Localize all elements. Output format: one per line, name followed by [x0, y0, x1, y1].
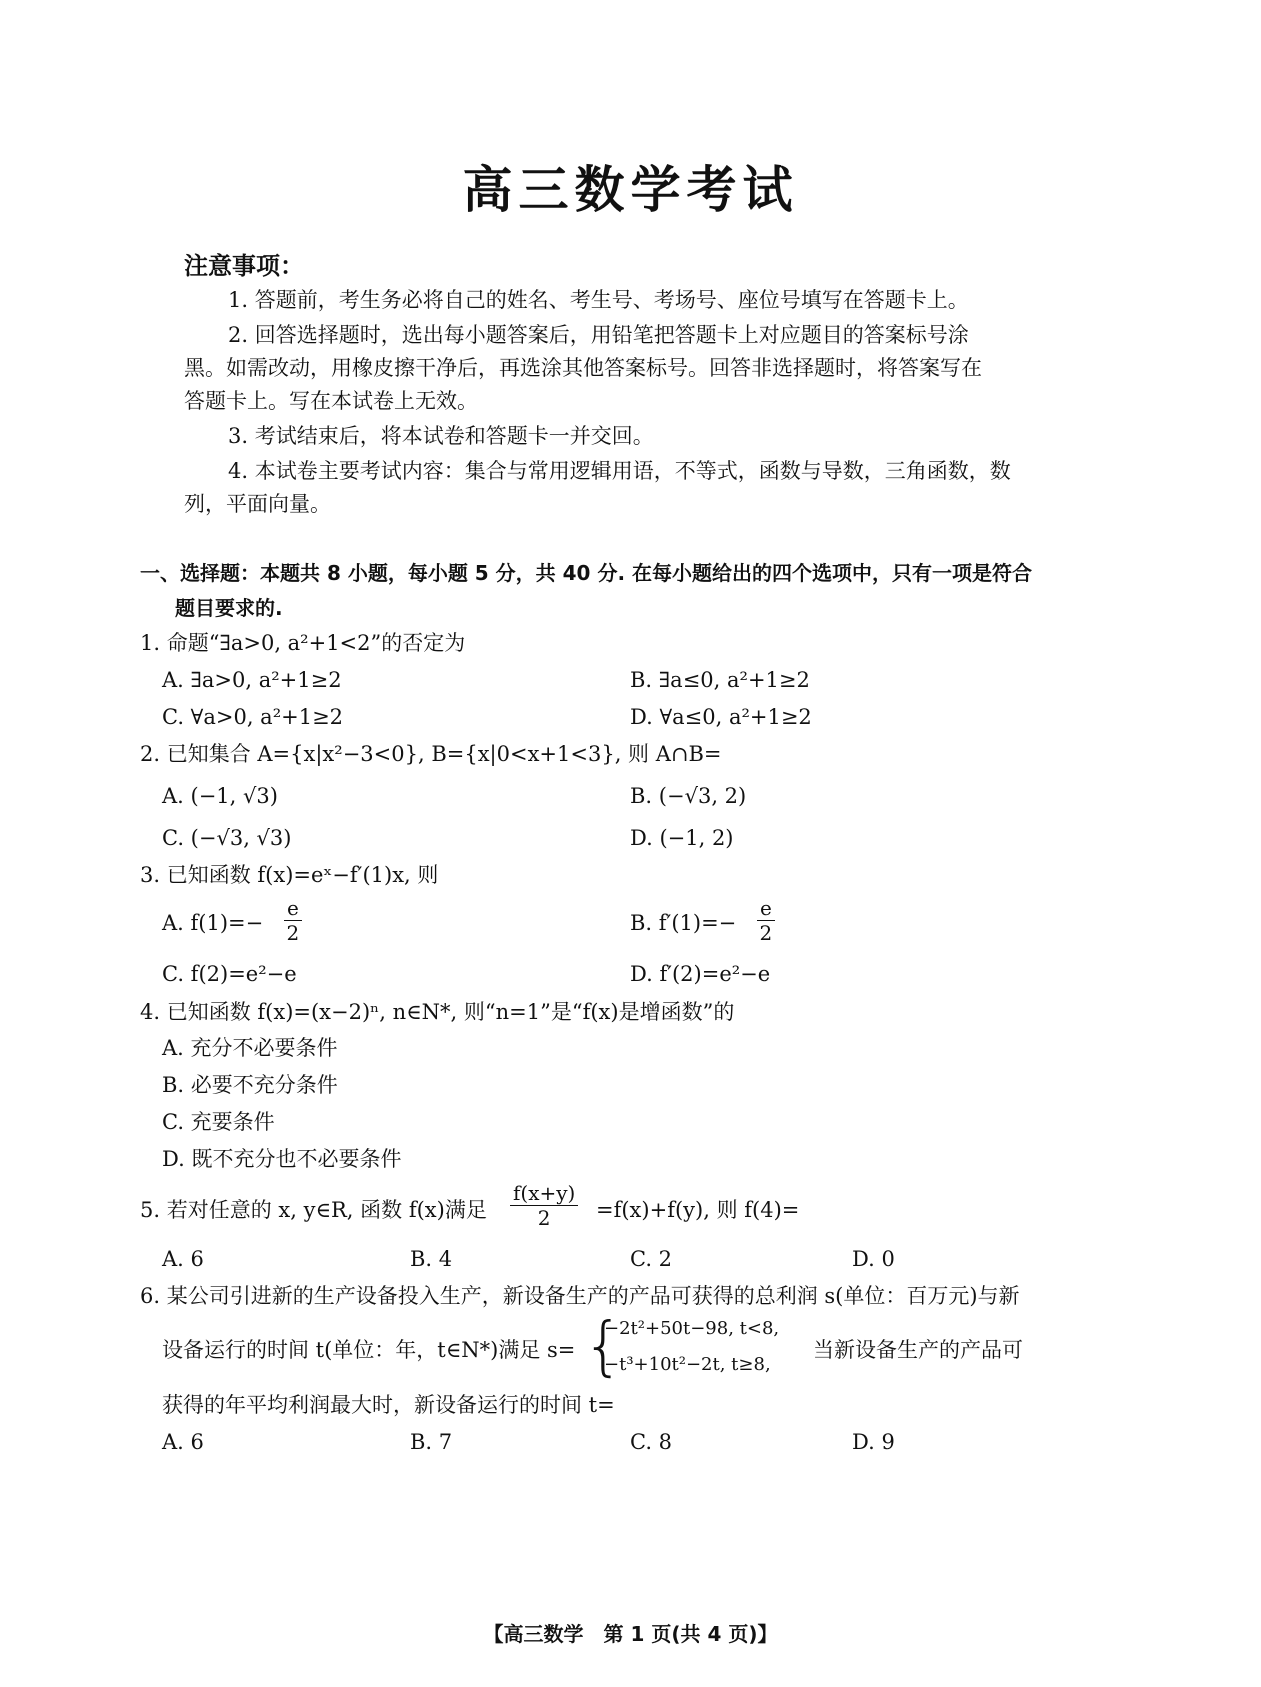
- q6-stem-line2: 设备运行的时间 t(单位：年，t∈N*)满足 s=: [162, 1338, 576, 1362]
- q2-stem: 2. 已知集合 A={x|x²−3<0}, B={x|0<x+1<3}, 则 A∩B=: [140, 742, 722, 766]
- notice-item-4: 4. 本试卷主要考试内容：集合与常用逻辑用语，不等式，函数与导数，三角函数，数: [228, 459, 1011, 483]
- q2-option-c: C. (−√3, √3): [162, 826, 292, 850]
- q3-option-b-fraction: [757, 896, 775, 945]
- q3-option-b: B. f′(1)=−: [630, 911, 737, 935]
- q5-option-d: D. 0: [852, 1247, 895, 1271]
- q3-option-a: A. f(1)=−: [162, 911, 264, 935]
- q5-fraction: [510, 1181, 578, 1230]
- section-heading-cont: 题目要求的.: [175, 596, 283, 620]
- q1-option-b: B. ∃a≤0, a²+1≥2: [630, 668, 810, 692]
- notice-item-2-cont: 黑。如需改动，用橡皮擦干净后，再选涂其他答案标号。回答非选择题时，将答案写在: [184, 356, 982, 380]
- fraction-numerator: e: [757, 896, 775, 921]
- q4-option-c: C. 充要条件: [162, 1110, 275, 1134]
- notice-item-2-end: 答题卡上。写在本试卷上无效。: [184, 389, 478, 413]
- q6-option-b: B. 7: [410, 1430, 453, 1454]
- notice-item-4-end: 列，平面向量。: [184, 492, 331, 516]
- q3-option-a-fraction: [284, 896, 302, 945]
- q5-stem: 5. 若对任意的 x, y∈R, 函数 f(x)满足: [140, 1198, 487, 1222]
- q1-option-d: D. ∀a≤0, a²+1≥2: [630, 705, 812, 729]
- q6-option-a: A. 6: [162, 1430, 204, 1454]
- q6-option-d: D. 9: [852, 1430, 895, 1454]
- q5-stem-end: =f(x)+f(y), 则 f(4)=: [596, 1198, 800, 1222]
- q2-option-b: B. (−√3, 2): [630, 784, 747, 808]
- q4-option-b: B. 必要不充分条件: [162, 1073, 338, 1097]
- notice-heading: 注意事项：: [184, 252, 304, 280]
- fraction-numerator: e: [284, 896, 302, 921]
- notice-item-1: 1. 答题前，考生务必将自己的姓名、考生号、考场号、座位号填写在答题卡上。: [228, 288, 969, 312]
- q6-stem: 6. 某公司引进新的生产设备投入生产，新设备生产的产品可获得的总利润 s(单位：百万元)与新: [140, 1284, 1020, 1308]
- q4-stem: 4. 已知函数 f(x)=(x−2)ⁿ, n∈N*, 则“n=1”是“f(x)是增函数”的: [140, 1000, 735, 1024]
- piecewise-brace: {: [583, 1310, 624, 1384]
- exam-title: 高三数学考试: [462, 161, 799, 219]
- q2-option-d: D. (−1, 2): [630, 826, 734, 850]
- q2-option-a: A. (−1, √3): [162, 784, 278, 808]
- fraction-denominator: 2: [537, 1206, 551, 1230]
- q6-stem-line2-end: 当新设备生产的产品可: [813, 1338, 1023, 1362]
- q5-option-b: B. 4: [410, 1247, 453, 1271]
- q3-option-d: D. f′(2)=e²−e: [630, 962, 771, 986]
- notice-item-2: 2. 回答选择题时，选出每小题答案后，用铅笔把答题卡上对应题目的答案标号涂: [228, 323, 969, 347]
- page-footer: 【高三数学 第 1 页(共 4 页)】: [483, 1622, 778, 1646]
- q6-case-2: −t³+10t²−2t, t≥8,: [604, 1354, 771, 1375]
- q1-stem: 1. 命题“∃a>0, a²+1<2”的否定为: [140, 631, 466, 655]
- q3-stem: 3. 已知函数 f(x)=eˣ−f′(1)x, 则: [140, 863, 439, 887]
- q1-option-a: A. ∃a>0, a²+1≥2: [162, 668, 342, 692]
- q6-stem-line3: 获得的年平均利润最大时，新设备运行的时间 t=: [162, 1393, 615, 1417]
- fraction-denominator: 2: [759, 921, 773, 945]
- q1-option-c: C. ∀a>0, a²+1≥2: [162, 705, 344, 729]
- q5-option-c: C. 2: [630, 1247, 673, 1271]
- q4-option-d: D. 既不充分也不必要条件: [162, 1147, 402, 1171]
- notice-item-3: 3. 考试结束后，将本试卷和答题卡一并交回。: [228, 424, 654, 448]
- section-heading: 一、选择题：本题共 8 小题，每小题 5 分，共 40 分. 在每小题给出的四个选项中，只有一项是符合: [140, 561, 1033, 585]
- fraction-denominator: 2: [286, 921, 300, 945]
- q6-case-1: −2t²+50t−98, t<8,: [604, 1318, 780, 1339]
- fraction-numerator: f(x+y): [510, 1181, 578, 1206]
- q5-option-a: A. 6: [162, 1247, 204, 1271]
- q3-option-c: C. f(2)=e²−e: [162, 962, 297, 986]
- q6-option-c: C. 8: [630, 1430, 673, 1454]
- q4-option-a: A. 充分不必要条件: [162, 1036, 338, 1060]
